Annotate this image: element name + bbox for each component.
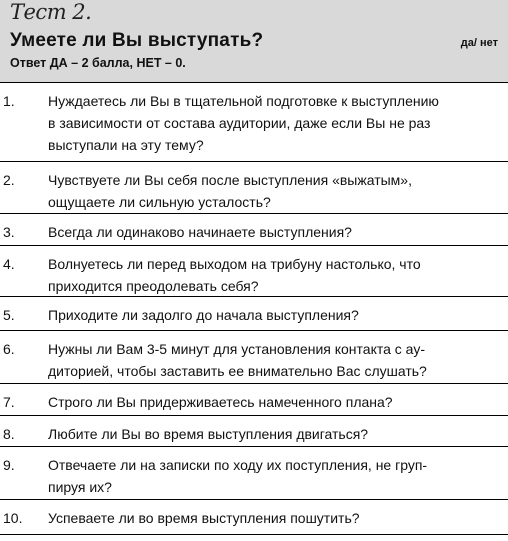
- question-text-line: диторией, чтобы заставить ее внимательно Вас слушать?: [48, 363, 427, 379]
- question-text: [48, 253, 468, 296]
- question-number: 10.: [3, 510, 23, 526]
- question-row: [0, 416, 508, 447]
- question-text-line: Строго ли Вы придерживаетесь намеченного плана?: [48, 394, 393, 410]
- question-text-line: Чувствуете ли Вы себя после выступления «выжатым»,: [48, 172, 412, 188]
- question-text: [48, 507, 468, 534]
- question-row: [0, 83, 508, 162]
- yes-no-column-label: да/ нет: [460, 37, 498, 49]
- question-text-line: Нуждаетесь ли Вы в тщательной подготовке к выступлению: [48, 93, 439, 109]
- question-row: [0, 384, 508, 416]
- question-number: 3.: [3, 224, 15, 240]
- question-text: [48, 338, 468, 383]
- question-text-line: Волнуетесь ли перед выходом на трибуну настолько, что: [48, 256, 421, 272]
- question-row: [0, 162, 508, 214]
- question-text-line: Приходите ли задолго до начала выступления?: [48, 307, 359, 323]
- question-row: [0, 297, 508, 331]
- answer-note: Ответ ДА – 2 балла, НЕТ – 0.: [10, 56, 186, 70]
- question-number: 9.: [3, 457, 15, 473]
- question-row: [0, 331, 508, 384]
- question-number: 7.: [3, 394, 15, 410]
- question-text-line: выступали на эту тему?: [48, 137, 204, 153]
- question-row: [0, 500, 508, 535]
- question-text: [48, 391, 468, 415]
- question-number: 1.: [3, 93, 15, 109]
- test-header: [0, 0, 508, 83]
- question-text-line: Отвечаете ли на записки по ходу их поступления, не груп-: [48, 457, 428, 473]
- question-text-line: Успеваете ли во время выступления пошутить?: [48, 510, 360, 526]
- question-text: [48, 454, 468, 499]
- question-text: [48, 169, 468, 213]
- question-text-line: пируя их?: [48, 479, 112, 495]
- question-text-line: ощущаете ли сильную усталость?: [48, 194, 271, 210]
- questions-list: [0, 83, 508, 535]
- question-text-line: Любите ли Вы во время выступления двигаться?: [48, 426, 369, 442]
- question-text-line: Нужны ли Вам 3-5 минут для установления контакта с ау-: [48, 341, 425, 357]
- question-number: 4.: [3, 256, 15, 272]
- question-row: [0, 214, 508, 246]
- test-title: Умеете ли Вы выступать?: [10, 30, 264, 51]
- question-text-line: в зависимости от состава аудитории, даже если Вы не раз: [48, 115, 431, 131]
- question-number: 5.: [3, 307, 15, 323]
- question-text: [48, 90, 468, 161]
- question-text: [48, 304, 468, 330]
- question-row: [0, 246, 508, 297]
- question-number: 6.: [3, 341, 15, 357]
- question-text-line: приходится преодолевать себя?: [48, 278, 259, 294]
- question-number: 8.: [3, 426, 15, 442]
- question-text: [48, 423, 468, 446]
- question-text: [48, 221, 468, 245]
- test-label: Тест 2.: [10, 0, 92, 24]
- question-row: [0, 447, 508, 500]
- question-number: 2.: [3, 172, 15, 188]
- question-text-line: Всегда ли одинаково начинаете выступления?: [48, 224, 352, 240]
